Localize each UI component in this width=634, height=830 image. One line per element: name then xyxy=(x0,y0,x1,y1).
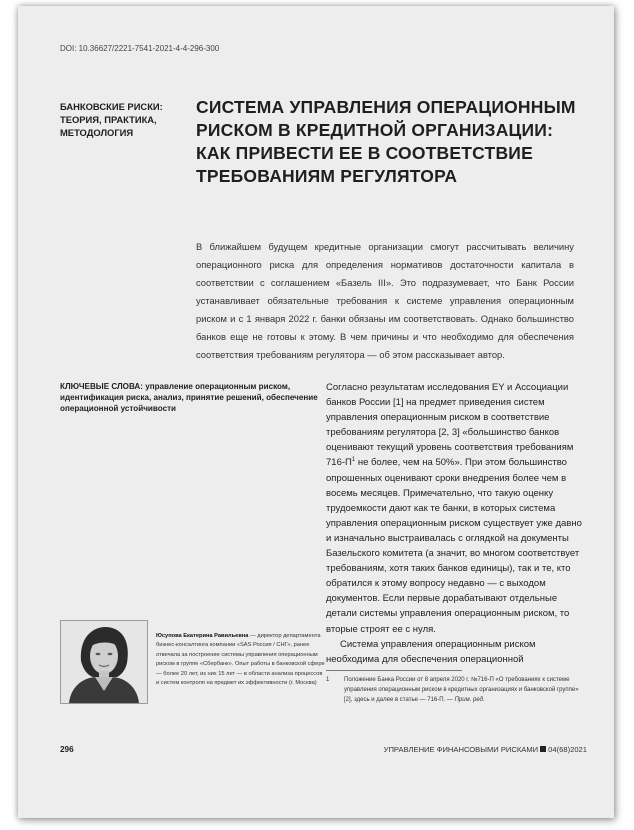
title-line: ТРЕБОВАНИЯМ РЕГУЛЯТОРА xyxy=(196,166,458,186)
author-photo xyxy=(60,620,148,704)
body-text-run: Согласно результатам исследования EY и Ассоциации банков России [1] на предмет приведения систем управления операционным риском в соответствие требованиям регулятора [2, 3] «большинство банков оценивают текущий уровень соответствия требованиям 716-П xyxy=(326,382,574,469)
author-bio: — директор департамента бизнес-консалтинга компании «SAS Россия / СНГ», ранее отвечала за построение системы управления операционным риском в группе «Сбербанк». Опыт работы в банковской сфере — более 20 лет, из них 15 лет — в области анализа процессов и систем контроля на предмет их эффективности (г. Москва) xyxy=(156,633,325,687)
article-title xyxy=(196,96,586,188)
author-name: Юсупова Екатерина Равильевна xyxy=(156,633,249,639)
footnote-number: 1 xyxy=(326,677,330,683)
issue-number: 04(68)2021 xyxy=(548,745,587,754)
footnote-text: Положение Банка России от 8 апреля 2020 г. №716-П «О требованиях к системе управления операционным риском в кредитных организациях и банковской группе» [2], здесь и далее в статье — 716-П. — xyxy=(344,677,579,703)
lead-paragraph: В ближайшем будущем кредитные организации смогут рассчитывать величину операционного риска для определения нормативов достаточности капитала в соответствии с соглашением «Базель III». Это подразумевает, что Банк России устанавливает обязательные требования к системе управления операционным риском и с 1 января 2022 г. банки обязаны им соответствовать. Однако большинство банков еще не готовы к этому. В чем причины и что необходимо для обеспечения соответствия требованиям регулятора — об этом рассказывает автор. xyxy=(196,241,574,360)
footnote-ref: 1 xyxy=(351,457,356,464)
footnote xyxy=(326,675,588,705)
section-label-line: БАНКОВСКИЕ РИСКИ: xyxy=(60,101,163,112)
footnote-divider xyxy=(326,670,462,671)
title-line: СИСТЕМА УПРАВЛЕНИЯ ОПЕРАЦИОННЫМ xyxy=(196,97,576,117)
body-paragraph xyxy=(326,380,588,637)
journal-name: УПРАВЛЕНИЕ ФИНАНСОВЫМИ РИСКАМИ xyxy=(383,745,539,754)
keywords xyxy=(60,381,318,414)
author-portrait-image xyxy=(61,621,147,703)
author-info xyxy=(156,632,326,688)
body-text-run: не более, чем на 50%». При этом большинство опрошенных оценивают сроки внедрения более чем в восемь месяцев. Примечательно, что такую оценку трудоемкости дают как те банки, в которых система управления операционным риском существует уже давно и изначально выстраивалась с оглядкой на документы Базельского комитета (а значит, во многом соответствует требованиям, хотя таких банков единицы), так и те, кто обратился к этому вопросу недавно — с выходом документов. Если первые дорабатывают отдельные детали системы управления операционным риском, то вторые строят ее с нуля. xyxy=(326,457,582,635)
title-line: РИСКОМ В КРЕДИТНОЙ ОРГАНИЗАЦИИ: xyxy=(196,120,554,140)
page-number: 296 xyxy=(60,745,74,754)
keywords-text: управление операционным риском, идентификация риска, анализ, принятие решений, обеспечение операционной устойчивости xyxy=(60,382,318,413)
title-line: КАК ПРИВЕСТИ ЕЕ В СООТВЕТСТВИЕ xyxy=(196,143,533,163)
section-label xyxy=(60,100,190,139)
section-label-line: МЕТОДОЛОГИЯ xyxy=(60,127,134,138)
body-text xyxy=(326,380,588,667)
footnote-editor-note: Прим. ред. xyxy=(454,697,485,703)
separator-square-icon xyxy=(540,746,546,752)
running-footer xyxy=(325,745,587,754)
section-label-line: ТЕОРИЯ, ПРАКТИКА, xyxy=(60,114,157,125)
body-paragraph: Система управления операционным риском необходима для обеспечения операционной xyxy=(326,638,536,665)
doi: DOI: 10.36627/2221-7541-2021-4-4-296-300 xyxy=(60,44,220,53)
footnote-body xyxy=(344,675,584,705)
keywords-label: КЛЮЧЕВЫЕ СЛОВА: xyxy=(60,382,143,391)
